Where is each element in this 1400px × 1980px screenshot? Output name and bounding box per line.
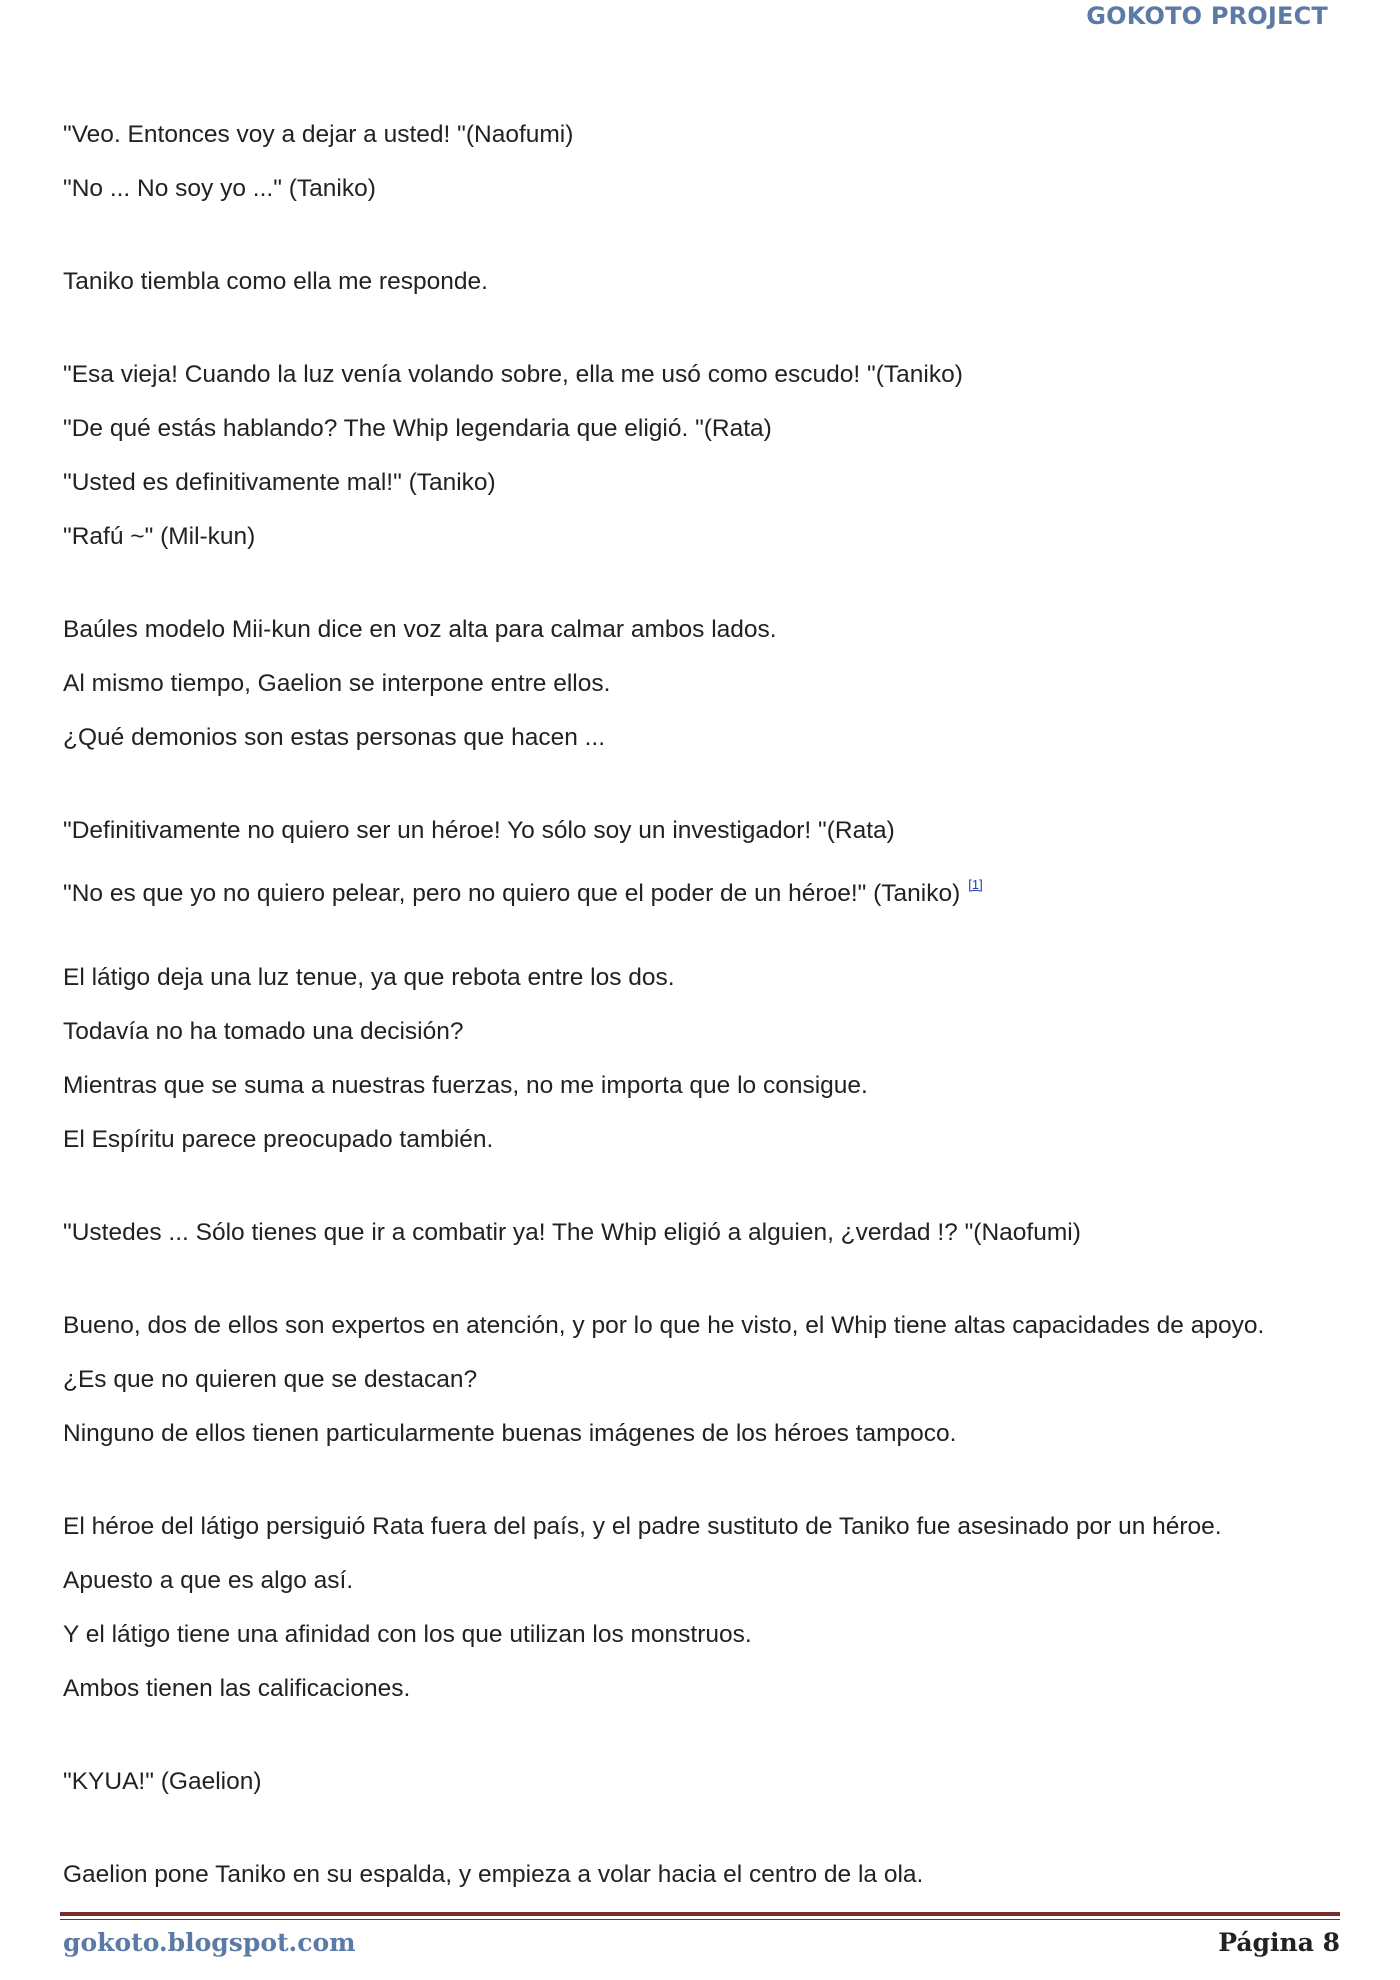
text-line: "KYUA!" (Gaelion) [63, 1768, 262, 1795]
header-title: GOKOTO PROJECT [1086, 2, 1328, 30]
paragraph [63, 1299, 1343, 1461]
footer-divider-thin [60, 1919, 1340, 1920]
footer-divider [60, 1912, 1340, 1916]
text-line [63, 858, 1343, 912]
text-line: Baúles modelo Mii-kun dice en voz alta para calmar ambos lados. [63, 616, 777, 643]
text-line: "Usted es definitivamente mal!" (Taniko) [63, 469, 496, 496]
text-line: "Definitivamente no quiero ser un héroe! Yo sólo soy un investigador! "(Rata) [63, 817, 895, 844]
text-line: Ninguno de ellos tienen particularmente buenas imágenes de los héroes tampoco. [63, 1420, 957, 1447]
footnote-link[interactable]: [1] [968, 877, 983, 892]
text-line: "De qué estás hablando? The Whip legendaria que eligió. "(Rata) [63, 415, 772, 442]
paragraph [63, 108, 1343, 216]
paragraph [63, 804, 1343, 912]
text-line: Bueno, dos de ellos son expertos en atención, y por lo que he visto, el Whip tiene altas capacidades de apoyo. [63, 1312, 1265, 1339]
paragraph [63, 951, 1343, 1167]
page-number: Página 8 [1218, 1928, 1340, 1957]
text-line: ¿Es que no quieren que se destacan? [63, 1366, 478, 1393]
text-line: "Veo. Entonces voy a dejar a usted! "(Naofumi) [63, 121, 574, 148]
text-line: "Ustedes ... Sólo tienes que ir a combatir ya! The Whip eligió a alguien, ¿verdad !? "(Naofumi) [63, 1219, 1081, 1246]
text-line: El héroe del látigo persiguió Rata fuera del país, y el padre sustituto de Taniko fue asesinado por un héroe. [63, 1513, 1222, 1540]
paragraph [63, 1755, 1343, 1809]
paragraph [63, 603, 1343, 765]
text-line: Mientras que se suma a nuestras fuerzas, no me importa que lo consigue. [63, 1072, 868, 1099]
text-line: Gaelion pone Taniko en su espalda, y empieza a volar hacia el centro de la ola. [63, 1861, 924, 1888]
text-line: "Rafú ~" (Mil-kun) [63, 523, 256, 550]
text-line: Todavía no ha tomado una decisión? [63, 1018, 464, 1045]
text-line: Taniko tiembla como ella me responde. [63, 268, 488, 295]
paragraph [63, 1500, 1343, 1716]
paragraph [63, 1848, 1343, 1902]
document-body [63, 108, 1343, 1902]
text-line: "Esa vieja! Cuando la luz venía volando sobre, ella me usó como escudo! "(Taniko) [63, 361, 963, 388]
text-line: El Espíritu parece preocupado también. [63, 1126, 494, 1153]
paragraph [63, 348, 1343, 564]
text-line-content: "No es que yo no quiero pelear, pero no quiero que el poder de un héroe!" (Taniko) [63, 880, 961, 907]
text-line: "No ... No soy yo ..." (Taniko) [63, 175, 376, 202]
text-line: El látigo deja una luz tenue, ya que rebota entre los dos. [63, 964, 675, 991]
paragraph [63, 1206, 1343, 1260]
paragraph [63, 255, 1343, 309]
text-line: ¿Qué demonios son estas personas que hacen ... [63, 724, 606, 751]
text-line: Y el látigo tiene una afinidad con los que utilizan los monstruos. [63, 1621, 752, 1648]
text-line: Ambos tienen las calificaciones. [63, 1675, 411, 1702]
text-line: Apuesto a que es algo así. [63, 1567, 354, 1594]
footer-site-link[interactable]: gokoto.blogspot.com [63, 1928, 356, 1957]
text-line: Al mismo tiempo, Gaelion se interpone entre ellos. [63, 670, 611, 697]
